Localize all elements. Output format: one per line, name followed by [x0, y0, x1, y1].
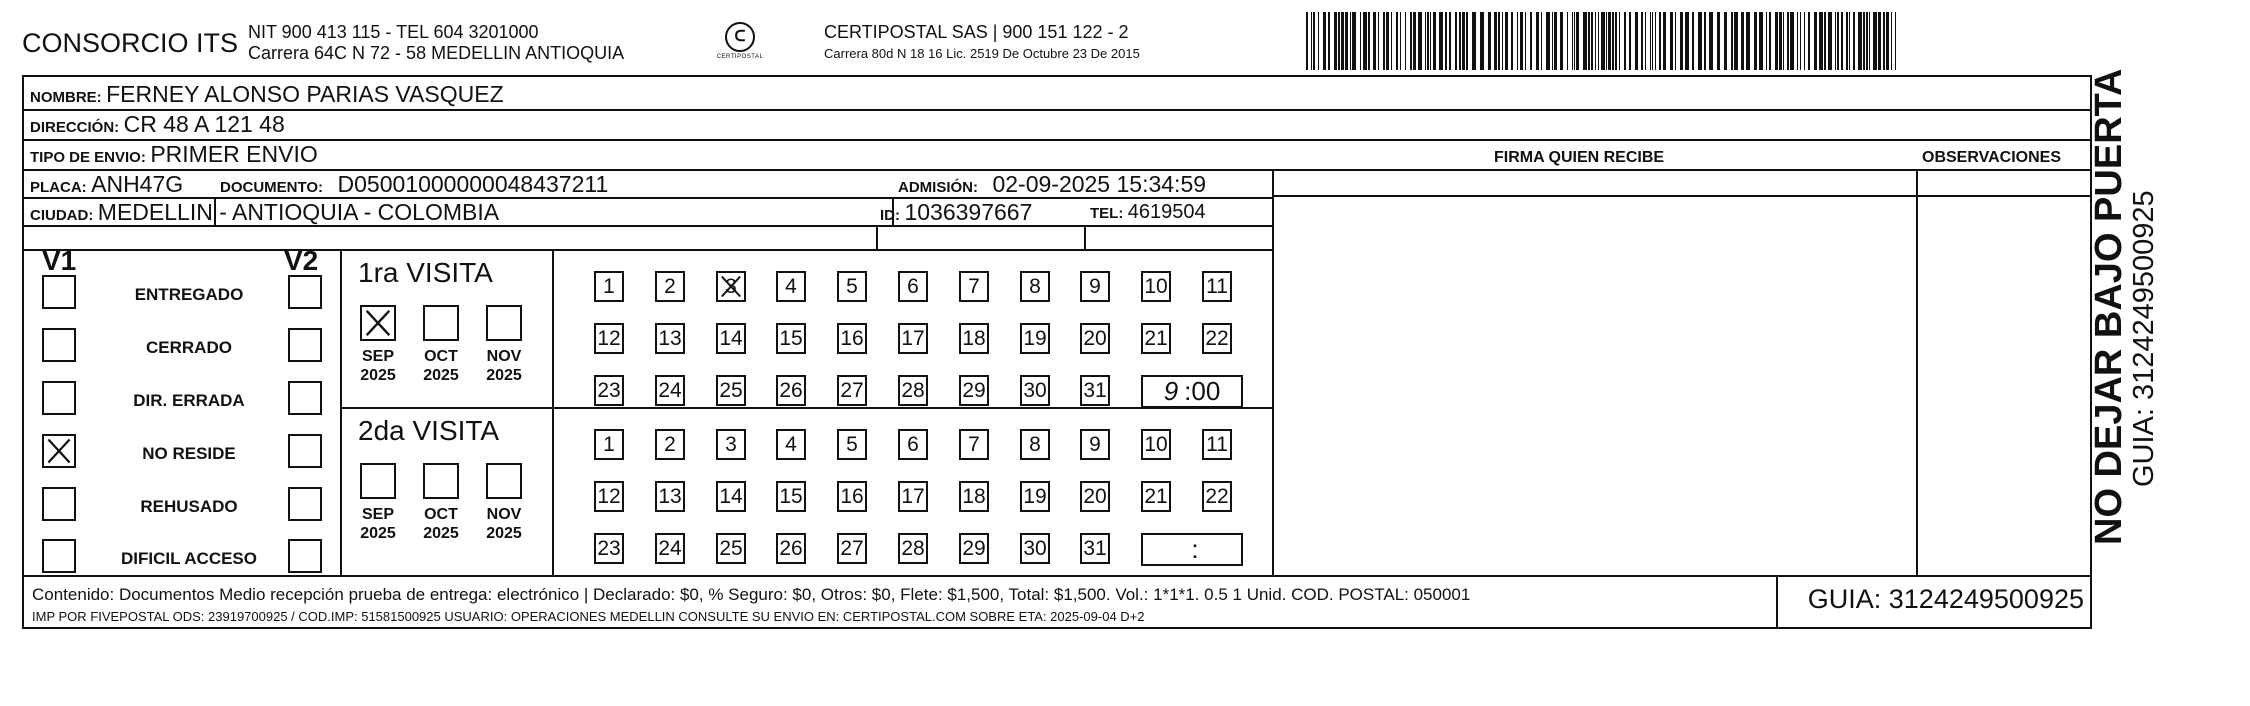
month-label: OCT 2025: [423, 348, 459, 384]
month-checkbox[interactable]: [360, 305, 396, 341]
day-box[interactable]: 31: [1080, 533, 1110, 564]
day-box[interactable]: 16: [837, 323, 867, 354]
certipostal-info: [824, 22, 1140, 64]
v1-checkbox[interactable]: [42, 328, 76, 362]
day-box[interactable]: 20: [1080, 323, 1110, 354]
v2-checkbox[interactable]: [288, 539, 322, 573]
placa-label: PLACA:: [30, 179, 87, 196]
placa-row: [30, 171, 183, 198]
admision-row: [898, 171, 1206, 198]
status-label: ENTREGADO: [134, 285, 244, 304]
day-box[interactable]: 9: [1080, 271, 1110, 302]
documento-value: D05001000000048437211: [337, 171, 609, 197]
ciudad-label: CIUDAD:: [30, 207, 94, 224]
day-box[interactable]: 25: [716, 375, 746, 406]
day-box[interactable]: 6: [898, 271, 928, 302]
v1-checkbox[interactable]: [42, 539, 76, 573]
day-box[interactable]: 28: [898, 533, 928, 564]
day-box[interactable]: 5: [837, 429, 867, 460]
month-checkbox[interactable]: [486, 305, 522, 341]
admision-value: 02-09-2025 15:34:59: [992, 171, 1207, 197]
day-box[interactable]: 26: [776, 533, 806, 564]
status-label: REHUSADO: [140, 497, 238, 516]
logo-text: CERTIPOSTAL: [716, 54, 764, 60]
day-box[interactable]: 24: [655, 375, 685, 406]
firma-header: FIRMA QUIEN RECIBE: [1494, 149, 1665, 166]
day-box[interactable]: 5: [837, 271, 867, 302]
status-label: DIR. ERRADA: [133, 391, 245, 410]
day-box[interactable]: 17: [898, 323, 928, 354]
month-checkbox[interactable]: [360, 463, 396, 499]
nit-line: NIT 900 413 115 - TEL 604 3201000: [248, 22, 539, 42]
day-box[interactable]: 21: [1141, 481, 1171, 512]
v2-checkbox[interactable]: [288, 381, 322, 415]
status-label: NO RESIDE: [142, 444, 236, 463]
placa-value: ANH47G: [91, 171, 184, 197]
ciudad-row: [30, 199, 499, 226]
month-checkbox[interactable]: [423, 463, 459, 499]
day-box[interactable]: 3: [716, 429, 746, 460]
v2-label: V2: [284, 245, 319, 276]
day-box[interactable]: 19: [1020, 323, 1050, 354]
day-box[interactable]: 13: [655, 323, 685, 354]
v2-checkbox[interactable]: [288, 487, 322, 521]
company-name: CONSORCIO ITS: [22, 28, 239, 58]
documento-row: [220, 171, 608, 198]
day-box[interactable]: 9: [1080, 429, 1110, 460]
day-box[interactable]: 23: [594, 375, 624, 406]
v1-checkbox[interactable]: [42, 434, 76, 468]
tel-row: [1090, 201, 1206, 224]
day-box[interactable]: 30: [1020, 533, 1050, 564]
day-box[interactable]: 31: [1080, 375, 1110, 406]
certipostal-logo: [712, 22, 768, 68]
day-box[interactable]: 14: [716, 323, 746, 354]
direccion-label: DIRECCIÓN:: [30, 119, 120, 136]
v1-checkbox[interactable]: [42, 381, 76, 415]
day-box[interactable]: 22: [1202, 481, 1232, 512]
v2-checkbox[interactable]: [288, 275, 322, 309]
day-box[interactable]: 12: [594, 481, 624, 512]
day-box[interactable]: 8: [1020, 271, 1050, 302]
observaciones-header: OBSERVACIONES: [1922, 149, 2061, 166]
time-box[interactable]: 9 :00: [1141, 375, 1243, 408]
delivery-form: [22, 75, 2092, 629]
month-label: SEP 2025: [360, 506, 396, 542]
day-box[interactable]: 12: [594, 323, 624, 354]
day-box[interactable]: 20: [1080, 481, 1110, 512]
day-box[interactable]: 2: [655, 271, 685, 302]
tipo-row: [30, 141, 318, 168]
certipostal-address: Carrera 80d N 18 16 Lic. 2519 De Octubre 23 De 2015: [824, 46, 1140, 61]
guia-footer: GUIA: 3124249500925: [1807, 584, 2084, 614]
month-label: SEP 2025: [360, 348, 396, 384]
day-box[interactable]: 27: [837, 533, 867, 564]
day-box[interactable]: 29: [959, 375, 989, 406]
tipo-label: TIPO DE ENVIO:: [30, 149, 146, 166]
day-box[interactable]: 7: [959, 429, 989, 460]
logo-icon: ᑕ: [725, 22, 755, 52]
visit-title: 2da VISITA: [358, 415, 500, 446]
barcode-icon: [1306, 12, 1896, 70]
day-box[interactable]: 17: [898, 481, 928, 512]
day-box[interactable]: 7: [959, 271, 989, 302]
day-box[interactable]: 24: [655, 533, 685, 564]
direccion-row: [30, 111, 285, 138]
imp-text: IMP POR FIVEPOSTAL ODS: 23919700925 / COD.IMP: 51581500925 USUARIO: OPERACIONES MEDELLIN CONSULTE SU ENVIO EN: CERTIPOSTAL.COM SOBRE ETA: 2025-09-04 D+2: [32, 609, 1145, 624]
day-box[interactable]: 11: [1202, 271, 1232, 302]
tipo-value: PRIMER ENVIO: [150, 141, 318, 167]
day-box[interactable]: 10: [1141, 429, 1171, 460]
day-box[interactable]: 8: [1020, 429, 1050, 460]
no-dejar-warning: NO DEJAR BAJO PUERTA: [2088, 68, 2130, 545]
address-line: Carrera 64C N 72 - 58 MEDELLIN ANTIOQUIA: [248, 43, 625, 63]
day-box[interactable]: 26: [776, 375, 806, 406]
certipostal-line: CERTIPOSTAL SAS | 900 151 122 - 2: [824, 22, 1129, 42]
day-box[interactable]: 10: [1141, 271, 1171, 302]
day-box[interactable]: 21: [1141, 323, 1171, 354]
day-box[interactable]: 15: [776, 323, 806, 354]
ciudad-value: MEDELLIN - ANTIOQUIA - COLOMBIA: [97, 199, 500, 225]
v1-checkbox[interactable]: [42, 487, 76, 521]
day-box[interactable]: 28: [898, 375, 928, 406]
day-box[interactable]: 30: [1020, 375, 1050, 406]
day-box[interactable]: 29: [959, 533, 989, 564]
documento-label: DOCUMENTO:: [220, 179, 324, 196]
visit-title: 1ra VISITA: [358, 257, 493, 288]
v2-checkbox[interactable]: [288, 434, 322, 468]
time-box[interactable]: :: [1141, 533, 1243, 566]
day-box[interactable]: 27: [837, 375, 867, 406]
v2-checkbox[interactable]: [288, 328, 322, 362]
day-box[interactable]: 1: [594, 271, 624, 302]
tel-label: TEL:: [1090, 205, 1124, 222]
contenido-text: Contenido: Documentos Medio recepción prueba de entrega: electrónico | Declarado: $0, % Seguro: $0, Otros: $0, Flete: $1,500, Total: $1,500. Vol.: 1*1*1. 0.5 1 Unid. COD. POSTAL: 050001: [32, 585, 1471, 604]
day-box[interactable]: 22: [1202, 323, 1232, 354]
day-box[interactable]: 2: [655, 429, 685, 460]
status-label: DIFICIL ACCESO: [120, 549, 257, 568]
day-box[interactable]: 1: [594, 429, 624, 460]
status-label: CERRADO: [146, 338, 232, 357]
month-label: NOV 2025: [486, 506, 522, 542]
v1-label: V1: [42, 245, 77, 276]
tel-value: 4619504: [1127, 201, 1206, 223]
v1-checkbox[interactable]: [42, 275, 76, 309]
day-box[interactable]: 4: [776, 429, 806, 460]
month-checkbox[interactable]: [486, 463, 522, 499]
day-box[interactable]: 15: [776, 481, 806, 512]
month-label: OCT 2025: [423, 506, 459, 542]
day-box[interactable]: 14: [716, 481, 746, 512]
day-box[interactable]: 16: [837, 481, 867, 512]
day-box[interactable]: 18: [959, 481, 989, 512]
month-checkbox[interactable]: [423, 305, 459, 341]
day-box[interactable]: 4: [776, 271, 806, 302]
guia-side: GUIA: 3124249500925: [2128, 190, 2160, 487]
nombre-value: FERNEY ALONSO PARIAS VASQUEZ: [106, 81, 504, 107]
day-box[interactable]: 3: [716, 271, 746, 302]
admision-label: ADMISIÓN:: [898, 179, 978, 196]
day-box[interactable]: 18: [959, 323, 989, 354]
direccion-value: CR 48 A 121 48: [123, 111, 285, 137]
day-box[interactable]: 6: [898, 429, 928, 460]
day-box[interactable]: 13: [655, 481, 685, 512]
day-box[interactable]: 25: [716, 533, 746, 564]
day-box[interactable]: 11: [1202, 429, 1232, 460]
id-row: [880, 199, 1032, 226]
company-info: [248, 22, 624, 64]
day-box[interactable]: 19: [1020, 481, 1050, 512]
nombre-row: [30, 81, 504, 108]
id-value: 1036397667: [904, 199, 1033, 225]
month-label: NOV 2025: [486, 348, 522, 384]
id-label: ID:: [880, 207, 900, 224]
nombre-label: NOMBRE:: [30, 89, 102, 106]
day-box[interactable]: 23: [594, 533, 624, 564]
